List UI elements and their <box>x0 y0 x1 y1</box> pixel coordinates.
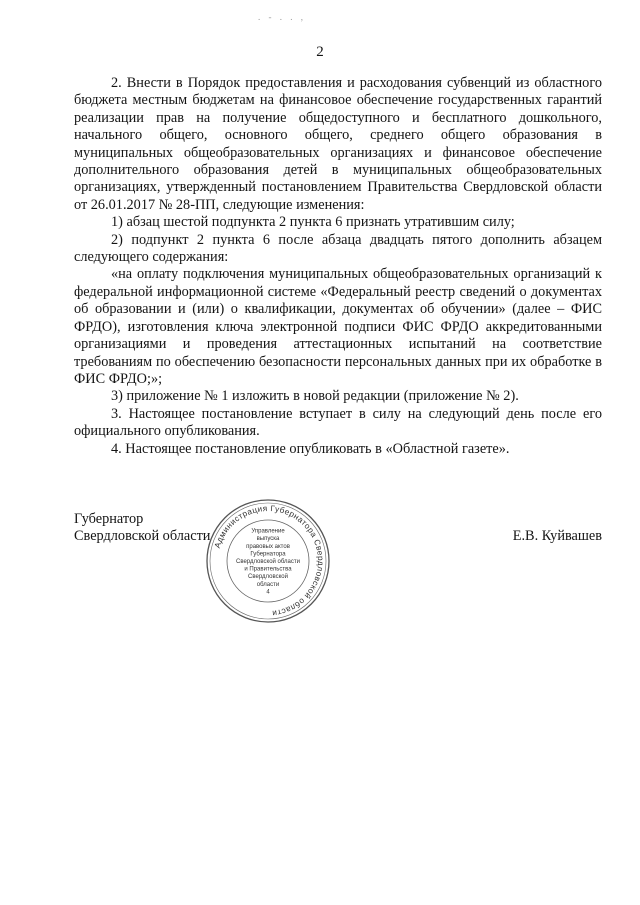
seal-center-line: выпуска <box>256 536 280 543</box>
seal-center-line: Управление <box>251 528 285 535</box>
document-body <box>74 75 602 458</box>
signer-title-line1: Губернатор <box>74 511 144 527</box>
scan-marks: . - . . , <box>258 12 306 22</box>
seal-center-line: Свердловской <box>248 574 288 581</box>
paragraph-subitem-1: 1) абзац шестой подпункта 2 пункта 6 признать утратившим силу; <box>111 214 515 231</box>
seal-center-line: правовых актов <box>246 543 290 550</box>
paragraph-item-4: 4. Настоящее постановление опубликовать в «Областной газете». <box>111 440 510 457</box>
seal-center-line: и Правительства <box>244 566 292 573</box>
paragraph-item-2: 2. Внести в Порядок предоставления и расходования субвенций из областного бюджета местным бюджетам на финансовое обеспечение государственных гарантий реализации прав на получение общедоступного и бесплатного дошкольного, начального общего, основного общего, среднего общего образования в муниципальных общеобразовательных организациях и финансовое обеспечение дополнительного образования детей в муниципальных общеобразовательных организациях, утвержденный постановлением Правительства Свердловской области от 26.01.2017 № 28-ПП, следующие изменения: <box>74 75 602 213</box>
signer-title-line2: Свердловской области <box>74 528 211 545</box>
seal-center-line: Губернатора <box>250 551 286 558</box>
seal-center-line: области <box>256 581 280 588</box>
paragraph-subitem-3: 3) приложение № 1 изложить в новой редакции (приложение № 2). <box>111 388 519 405</box>
page-number: 2 <box>316 44 324 60</box>
paragraph-item-3: 3. Настоящее постановление вступает в силу на следующий день после его официального опубликования. <box>74 405 602 440</box>
signature-block <box>74 503 602 631</box>
official-seal-stamp <box>204 497 332 625</box>
paragraph-quoted-text: «на оплату подключения муниципальных общеобразовательных организаций к федеральной информационной системе «Федеральный реестр сведений о документах об образовании и (или) о квалификации, документах об обучении» (далее – ФИС ФРДО), изготовления ключа электронной подписи ФИС ФРДО аккредитованными организациями и проведения аттестационных испытаний на соответствие требованиям по обеспечению безопасности персональных данных при их обработке в ФИС ФРДО;»; <box>74 266 602 387</box>
seal-center-line: Свердловской области <box>235 559 301 565</box>
paragraph-subitem-2: 2) подпункт 2 пункта 6 после абзаца двадцать пятого дополнить абзацем следующего содержания: <box>74 231 602 266</box>
signer-title <box>74 511 210 546</box>
seal-ring-text: Администрация Губернатора Свердловской области <box>212 503 326 618</box>
signer-name: Е.В. Куйвашев <box>512 528 602 544</box>
seal-number: 4 <box>266 589 270 596</box>
